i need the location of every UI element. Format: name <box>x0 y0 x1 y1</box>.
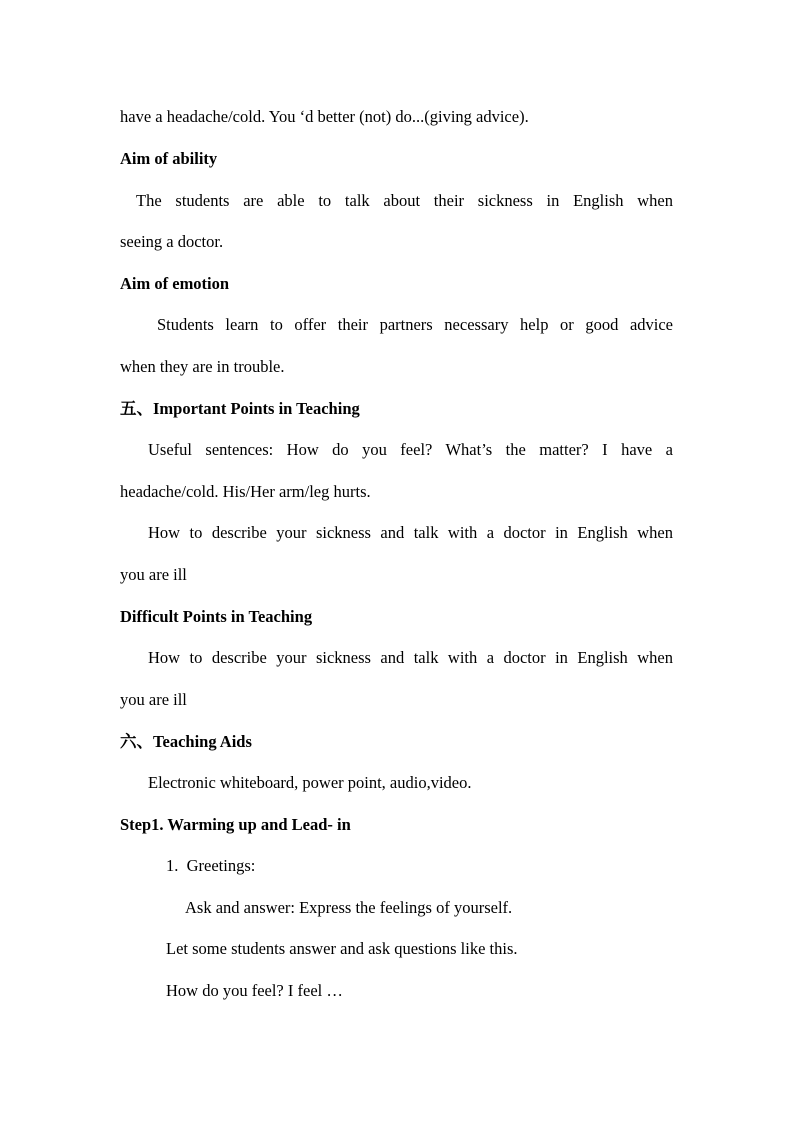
body-text-line: Students learn to offer their partners necessary help or good advice <box>157 315 673 334</box>
section-heading-teaching-aids: 六、Teaching Aids <box>120 732 252 751</box>
body-text-line: when they are in trouble. <box>120 357 285 376</box>
body-text-line: Ask and answer: Express the feelings of yourself. <box>185 898 513 917</box>
body-text-line: have a headache/cold. You ‘d better (not) do...(giving advice). <box>120 107 529 126</box>
body-text-line: Electronic whiteboard, power point, audio,video. <box>148 773 472 792</box>
section-heading-difficult-points: Difficult Points in Teaching <box>120 607 313 626</box>
section-heading-aim-of-emotion: Aim of emotion <box>120 274 230 293</box>
body-text-line: How to describe your sickness and talk with a doctor in English when <box>148 523 673 542</box>
body-text-line: Useful sentences: How do you feel? What’s the matter? I have a <box>148 440 673 459</box>
body-text-line: Let some students answer and ask questions like this. <box>166 939 518 958</box>
body-text-line: headache/cold. His/Her arm/leg hurts. <box>120 482 371 501</box>
list-item-greetings: 1. Greetings: <box>166 856 256 875</box>
section-heading-important-points: 五、Important Points in Teaching <box>120 399 360 418</box>
body-text-line: you are ill <box>120 565 187 584</box>
body-text-line: seeing a doctor. <box>120 232 224 251</box>
body-text-line: you are ill <box>120 690 187 709</box>
section-heading-step1: Step1. Warming up and Lead- in <box>120 815 351 834</box>
body-text-line: How do you feel? I feel … <box>166 981 343 1000</box>
section-heading-aim-of-ability: Aim of ability <box>120 149 218 168</box>
body-text-line: The students are able to talk about their sickness in English when <box>136 191 673 210</box>
body-text-line: How to describe your sickness and talk with a doctor in English when <box>148 648 673 667</box>
